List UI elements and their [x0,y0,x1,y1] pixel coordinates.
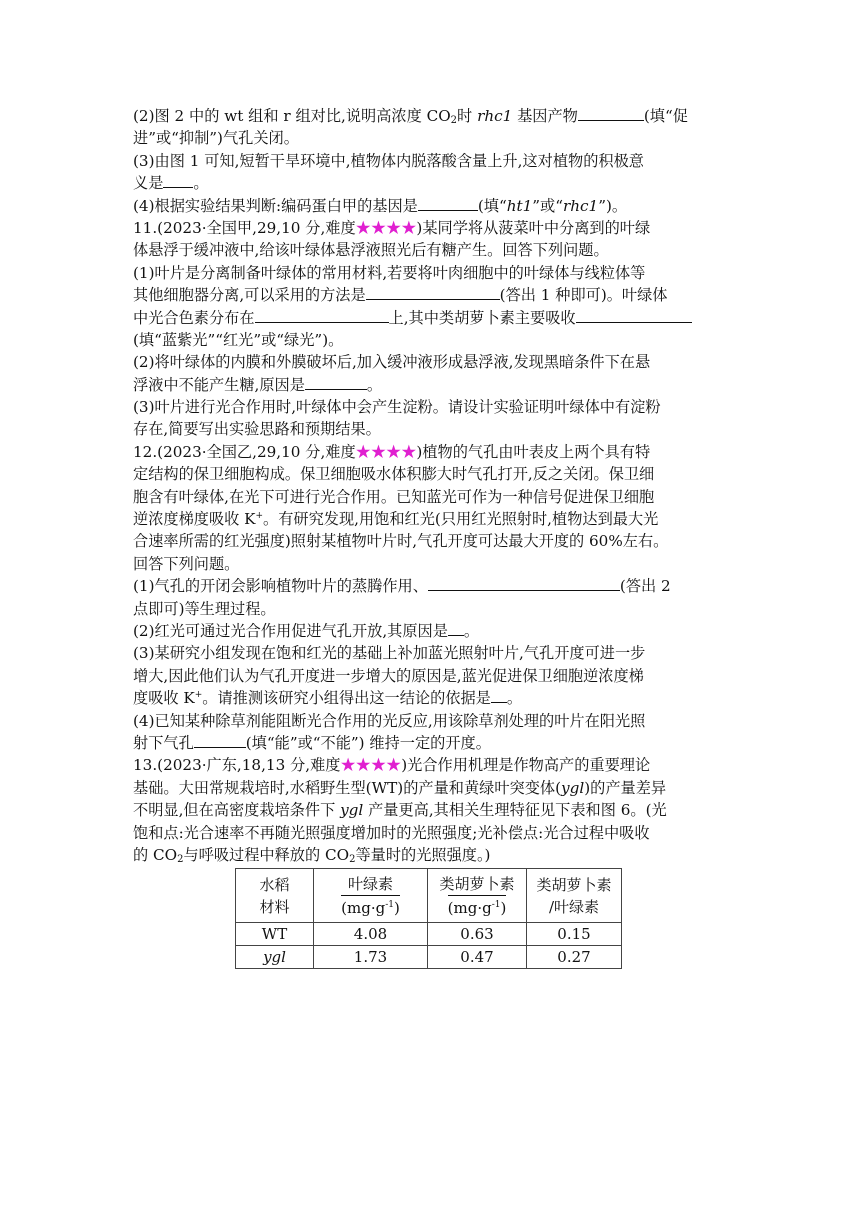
superscript: -1 [385,899,394,910]
text: 合速率所需的红光强度)照射某植物叶片时,气孔开度可达最大开度的 60%左右。 [133,532,669,551]
q13-line [133,799,733,821]
text: )某同学将从菠菜叶中分离到的叶绿 [416,218,651,237]
answer-blank[interactable] [194,732,246,748]
gene-name: rhc1 [563,196,599,215]
text: 度吸收 K [133,689,195,708]
text: (答出 2 [619,577,671,596]
table-row [236,923,622,946]
q12-line [133,486,733,508]
text: 存在,简要写出实验思路和预期结果。 [133,420,381,439]
q11-line [133,396,733,418]
q12-line [133,687,733,709]
text: 上,其中类胡萝卜素主要吸收 [388,308,576,327]
table-header-row [236,869,622,923]
answer-blank[interactable] [163,172,193,188]
text: 基因产物 [512,107,578,125]
q11-line [133,307,733,329]
superscript: + [194,690,203,701]
text: 点即可)等生理过程。 [133,599,276,618]
q12-line [133,508,733,530]
text: (4)根据实验结果判断:编码蛋白甲的基因是 [133,196,418,215]
text: (填“蓝紫光”“红光”或“绿光”)。 [133,330,344,349]
text: 回答下列问题。 [133,554,240,573]
q12-line [133,620,733,642]
text: 与呼吸过程中释放的 CO [183,845,350,864]
q12-line [133,598,733,620]
question-number: 11.(2023·全国甲,29,10 分,难度 [133,218,356,237]
text: (2)图 2 中的 wt 组和 r 组对比,说明高浓度 CO [133,107,451,125]
q12-line [133,732,733,754]
q12-line [133,463,733,485]
mutant-name: ygl [561,778,585,797]
difficulty-stars-icon: ★★★★ [355,218,417,237]
answer-blank[interactable] [428,575,620,591]
data-table [235,868,622,969]
text: (3)叶片进行光合作用时,叶绿体中会产生淀粉。请设计实验证明叶绿体中有淀粉 [133,398,661,417]
answer-blank[interactable] [576,307,692,323]
q11-line [133,284,733,306]
superscript: + [255,511,264,522]
text: )植物的气孔由叶表皮上两个具有特 [416,442,651,461]
table-cell: 0.63 [428,923,527,946]
mutant-name: ygl [340,801,364,820]
unit-text: (mg·g [447,898,492,917]
header-cell-ratio [527,869,622,923]
answer-blank[interactable] [448,620,464,636]
unit-label: $(mg\cdot g^{-1})$ [448,895,507,919]
header-text: /叶绿素 [548,897,600,916]
text: )光合作用机理是作物高产的重要理论 [401,756,651,775]
difficulty-stars-icon: ★★★★ [355,442,417,461]
text: 。请推测该研究小组得出这一结论的依据是 [202,689,491,708]
answer-blank[interactable] [366,284,500,300]
text: 。 [506,689,523,708]
text: (填“能”或“不能”) 维持一定的开度。 [245,733,491,752]
answer-blank[interactable] [255,307,389,323]
q10-part4 [133,195,733,217]
q13-line [133,844,733,866]
text: (1)叶片是分离制备叶绿体的常用材料,若要将叶肉细胞中的叶绿体与线粒体等 [133,263,646,282]
subscript: 2 [177,853,184,865]
q12-header [133,441,733,463]
question-number: 13.(2023·广东,18,13 分,难度 [133,756,341,775]
unit-text: (mg·g [341,898,386,917]
text: 增大,因此他们认为气孔开度进一步增大的原因是,蓝光促进保卫细胞逆浓度梯 [133,666,644,685]
q12-line [133,665,733,687]
text: 胞含有叶绿体,在光下可进行光合作用。已知蓝光可作为一种信号促进保卫细胞 [133,487,655,506]
text: (3)某研究小组发现在饱和红光的基础上补加蓝光照射叶片,气孔开度可进一步 [133,644,646,663]
gene-name: rhc1 [477,107,513,125]
table-row [236,946,622,969]
text: 不明显,但在高密度栽培条件下 [133,801,341,820]
table-cell: 0.47 [428,946,527,969]
q12-line [133,553,733,575]
text: 基础。大田常规栽培时,水稻野生型(WT)的产量和黄绿叶突变体( [133,778,562,797]
table-cell: 0.15 [527,923,622,946]
header-text: 类胡萝卜素 [439,874,515,893]
question-number: 12.(2023·全国乙,29,10 分,难度 [133,442,356,461]
text: )的产量差异 [584,778,667,797]
q13-line [133,777,733,799]
text: (1)气孔的开闭会影响植物叶片的蒸腾作用、 [133,577,428,596]
text: 时 [457,107,478,125]
q11-line [133,351,733,373]
q11-line [133,418,733,440]
text: (填“促 [643,107,688,125]
unit-label: $(mg\cdot g^{-1})$ [341,895,400,919]
text: 义是 [133,174,164,193]
header-text: 水稻 [259,875,290,894]
q12-line [133,575,733,597]
text: 中光合色素分布在 [133,308,255,327]
header-text: 叶绿素 [347,874,393,893]
header-text: 类胡萝卜素 [536,875,612,894]
answer-blank[interactable] [491,687,507,703]
text: (填“ [477,196,507,215]
text: (4)已知某种除草剂能阻断光合作用的光反应,用该除草剂处理的叶片在阳光照 [133,711,646,730]
header-cell-material [236,869,314,923]
header-text: 材料 [259,897,290,916]
table-cell: WT [236,923,314,946]
q13-line [133,822,733,844]
text: 。 [193,174,209,193]
text: (答出 1 种即可)。叶绿体 [499,286,668,305]
q11-line [133,239,733,261]
q11-line [133,329,733,351]
text: 等量时的光照强度。) [355,845,491,864]
text: 的 CO [133,845,178,864]
table-cell: 1.73 [314,946,428,969]
text: 射下气孔 [133,733,194,752]
q12-line [133,530,733,552]
text: 。 [366,375,383,394]
answer-blank[interactable] [418,195,478,211]
text: 产量更高,其相关生理特征见下表和图 6。(光 [363,801,667,820]
text: (2)将叶绿体的内膜和外膜破坏后,加入缓冲液形成悬浮液,发现黑暗条件下在悬 [133,353,651,372]
q11-header [133,217,733,239]
text: 。 [463,621,480,640]
q12-line [133,642,733,664]
text: 逆浓度梯度吸收 K [133,510,256,529]
answer-blank[interactable] [305,374,367,390]
difficulty-stars-icon: ★★★★ [340,756,402,775]
text: (3)由图 1 可知,短暂干旱环境中,植物体内脱落酸含量上升,这对植物的积极意 [133,151,644,170]
text: ”)。 [598,196,628,215]
table-cell: 4.08 [314,923,428,946]
header-cell-chlorophyll [314,869,428,923]
q10-part2-line2 [133,127,733,149]
text: 体悬浮于缓冲液中,给该叶绿体悬浮液照光后有糖产生。回答下列问题。 [133,241,609,260]
text: 其他细胞器分离,可以采用的方法是 [133,286,366,305]
header-cell-carotenoid [428,869,527,923]
table-cell: ygl [236,946,314,969]
subscript: 2 [349,853,356,865]
q10-part2-line1 [133,105,733,127]
text: 进”或“抑制”)气孔关闭。 [133,129,299,148]
q13-header [133,754,733,776]
text: 浮液中不能产生糖,原因是 [133,375,305,394]
superscript: -1 [491,899,501,910]
text: 饱和点:光合速率不再随光照强度增加时的光照强度;光补偿点:光合过程中吸收 [133,823,650,842]
q11-line [133,262,733,284]
answer-blank[interactable] [578,105,644,121]
text: 定结构的保卫细胞构成。保卫细胞吸水体积膨大时气孔打开,反之关闭。保卫细 [133,465,655,484]
gene-name: ht1 [506,196,533,215]
subscript: 2 [450,115,458,126]
q10-part3-line1 [133,150,733,172]
text: ”或“ [532,196,563,215]
text: (2)红光可通过光合作用促进气孔开放,其原因是 [133,621,448,640]
q10-part3-line2 [133,172,733,194]
q11-line [133,374,733,396]
q12-line [133,710,733,732]
text: 。有研究发现,用饱和红光(只用红光照射时,植物达到最大光 [263,510,659,529]
table-cell: 0.27 [527,946,622,969]
question-text [133,105,733,866]
